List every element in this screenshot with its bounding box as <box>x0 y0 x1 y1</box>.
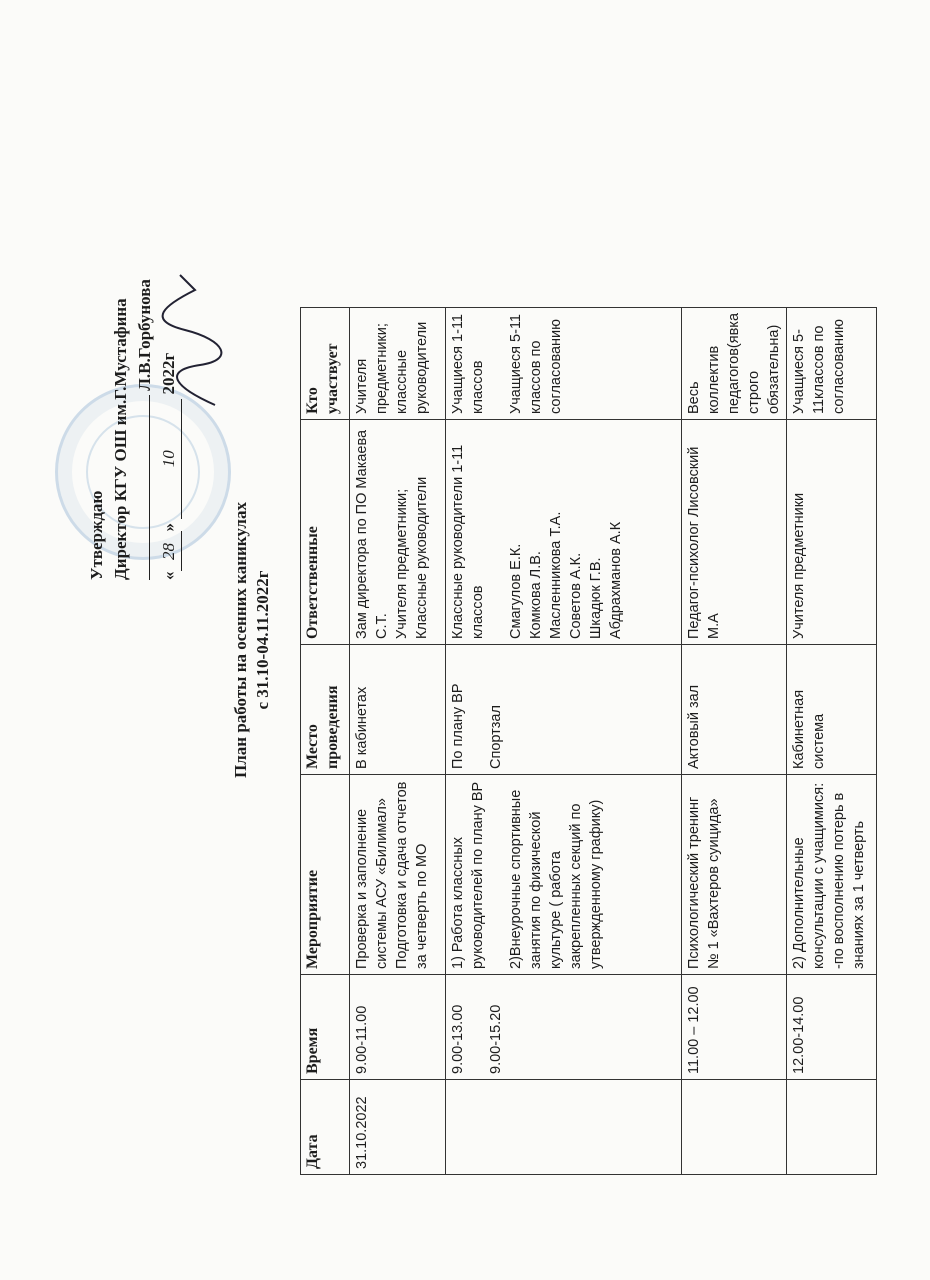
cell-responsible-line: Комкова Л.В. <box>528 551 544 639</box>
approval-name: Л.В.Горбунова <box>135 279 154 391</box>
cell-date-text: 31.10.2022 <box>354 1096 370 1169</box>
cell-time <box>682 975 787 1080</box>
cell-responsible <box>350 420 446 645</box>
cell-responsible <box>787 420 877 645</box>
cell-place-line: Спортзал <box>488 705 504 769</box>
cell-event <box>787 775 877 975</box>
cell-place <box>350 645 446 775</box>
cell-responsible-line: Учителя предметники <box>791 492 807 639</box>
cell-place <box>446 645 682 775</box>
cell-responsible-line: Зам директора по ПО Макаева С.Т. <box>354 429 390 639</box>
title-line-1: План работы на осенних каникулах <box>231 502 250 778</box>
title-line-2: с 31.10-04.11.2022г <box>253 570 272 710</box>
cell-participants-line: Учащиеся 5-11классов по согласованию <box>791 318 847 414</box>
header-responsible: Ответственные <box>301 420 350 645</box>
cell-event-line: Психологический тренинг № 1 «Вахтеров суицида» <box>686 796 722 969</box>
cell-responsible-line: Педагог-психолог Лисовский М.А <box>686 446 722 639</box>
cell-responsible-line: Шкадюк Г.В. <box>588 557 604 639</box>
header-participants: Кто участвует <box>301 308 350 420</box>
table-header-row <box>301 308 350 1175</box>
table-row <box>350 308 446 1175</box>
header-time: Время <box>301 975 350 1080</box>
cell-participants <box>787 308 877 420</box>
approval-date-month: 10 <box>157 399 182 519</box>
approval-signature-line <box>133 200 157 580</box>
approval-date: «28» 10 2022г <box>157 200 182 580</box>
cell-place-line <box>468 650 486 769</box>
cell-responsible-line <box>488 425 506 639</box>
cell-event <box>682 775 787 975</box>
table-row <box>787 308 877 1175</box>
cell-place-line: В кабинетах <box>354 686 370 769</box>
cell-event <box>446 775 682 975</box>
cell-place-line: Актовый зал <box>686 684 702 769</box>
cell-event-line: -по восполнению потерь в знаниях за 1 четверть <box>831 792 867 969</box>
cell-event-line: 2) Дополнительные консультации с учащимися: <box>791 782 827 969</box>
cell-event-line: 2)Внеурочные спортивные занятия по физической культуре ( работа закрепленных секций по утвержденному графику) <box>508 789 604 969</box>
cell-place <box>787 645 877 775</box>
cell-place <box>682 645 787 775</box>
cell-time-line: 12.00-14.00 <box>791 996 807 1074</box>
cell-participants-line: Учителя предметники; классные руководители <box>354 321 430 414</box>
cell-event-line: Подготовка и сдача отчетов за четверть по МО <box>394 781 430 969</box>
cell-time-line <box>468 980 486 1074</box>
cell-time <box>787 975 877 1080</box>
approval-date-year: 2022г <box>159 352 178 395</box>
cell-event <box>350 775 446 975</box>
cell-responsible-line: Смагулов Е.К. <box>508 543 524 639</box>
cell-participants <box>682 308 787 420</box>
cell-participants-line <box>488 313 506 414</box>
cell-time <box>446 975 682 1080</box>
cell-time-line: 11.00 – 12.00 <box>686 986 702 1074</box>
cell-date <box>682 1080 787 1175</box>
table-row <box>446 308 682 1175</box>
approval-label: Утверждаю <box>87 490 106 580</box>
plan-table <box>300 307 877 1175</box>
table-row <box>682 308 787 1175</box>
cell-time-line: 9.00-11.00 <box>354 1005 370 1074</box>
cell-responsible <box>682 420 787 645</box>
handwritten-signature <box>160 270 230 410</box>
cell-date <box>446 1080 682 1175</box>
header-place: Место проведения <box>301 645 350 775</box>
cell-responsible-line: Классные руководители <box>414 476 430 639</box>
cell-responsible-line: Абдрахманов А.К <box>608 521 624 639</box>
header-event: Мероприятие <box>301 775 350 975</box>
cell-responsible <box>446 420 682 645</box>
cell-place-line: Кабинетная система <box>791 689 827 769</box>
cell-participants-line: Весь коллектив педагогов(явка строго обязательна) <box>686 312 782 414</box>
cell-time <box>350 975 446 1080</box>
approval-director: Директор КГУ ОШ им.Г.Мустафина <box>111 298 130 580</box>
cell-participants <box>446 308 682 420</box>
cell-participants <box>350 308 446 420</box>
cell-responsible-line: Советов А.К. <box>568 552 584 639</box>
cell-event-line: Проверка и заполнение системы АСУ «Билимал» <box>354 798 390 969</box>
document-title <box>230 380 274 900</box>
cell-date <box>787 1080 877 1175</box>
cell-place-line: По плану ВР <box>450 683 466 769</box>
header-date: Дата <box>301 1080 350 1175</box>
cell-time-line: 9.00-13.00 <box>450 1004 466 1074</box>
cell-date <box>350 1080 446 1175</box>
cell-participants-line: Учащиеся 5-11 классов по согласованию <box>508 314 564 414</box>
cell-event-line: 1) Работа классных руководителей по плану ВР <box>450 781 486 969</box>
cell-responsible-line: Классные руководители 1-11 классов <box>450 444 486 639</box>
cell-event-line <box>488 780 506 969</box>
cell-responsible-line: Масленникова Т.А. <box>548 511 564 639</box>
cell-responsible-line: Учителя предметники; <box>394 488 410 639</box>
cell-participants-line: Учащиеся 1-11 классов <box>450 314 486 414</box>
cell-time-line: 9.00-15.20 <box>488 1004 504 1074</box>
approval-date-day: 28 <box>157 532 182 572</box>
